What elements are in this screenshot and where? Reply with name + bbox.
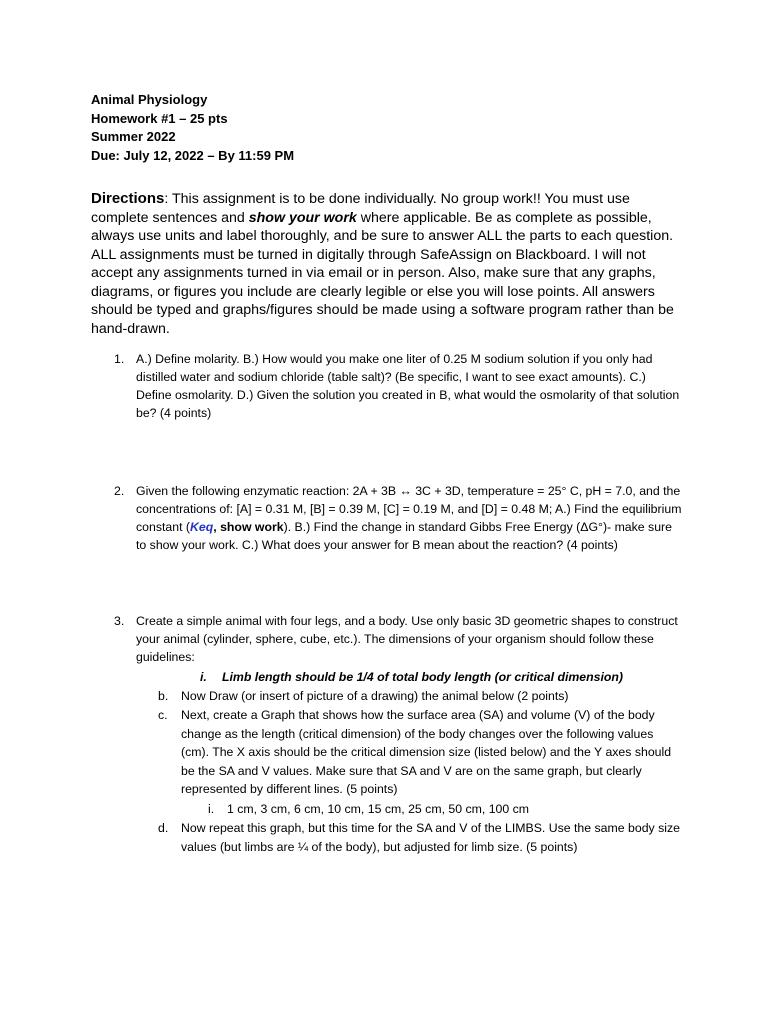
item-c-text: Next, create a Graph that shows how the surface area (SA) and volume (V) of the body change as the length (critical dimension) of the body changes over the following values (cm). The X axis should be the critical dimension size (listed below) and the Y axes should be the SA and V values. Make sure that SA and V are on the same graph, but clearly represented by different lines. (5 points) [181, 708, 672, 796]
item-i-text: Limb length should be 1/4 of total body length (or critical dimension) [222, 670, 624, 684]
question-3 [114, 612, 682, 666]
directions-text-b: where applicable. Be as complete as possible, always use units and label thoroughly, and be sure to answer ALL the parts to each question. ALL assignments must be turned in digitally through SafeAssign on Blackboard. I will not accept any assignments turned in via email or in person. Also, make sure that any graphs, diagrams, or figures you include are clearly legible or else you will lose points. All answers should be typed and graphs/figures should be made using a software program rather than be hand-drawn. [91, 209, 674, 337]
question-2-text-a: Given the following enzymatic reaction: 2A + 3B ↔ 3C + 3D, temperature = 25° C, pH = 7.0, and the concentrations of: [A] = 0.31 M, [B] = 0.39 M, [C] = 0.19 M, and [D] = 0.48 M; A.) Find the equilibrium constant ( [136, 484, 682, 534]
question-1-number: 1. [114, 352, 125, 366]
item-b-text: Now Draw (or insert of picture of a drawing) the animal below (2 points) [181, 689, 569, 703]
item-c-marker: c. [158, 708, 168, 722]
item-d-text: Now repeat this graph, but this time for the SA and V of the LIMBS. Use the same body size values (but limbs are ¼ of the body), but adjusted for limb size. (5 points) [181, 821, 680, 854]
assignment-header [91, 91, 294, 165]
homework-title: Homework #1 – 25 pts [91, 110, 228, 126]
question-3-item-b [158, 687, 678, 706]
keq-term: Keq [190, 520, 214, 534]
question-3-item-c-i [208, 800, 688, 819]
item-b-marker: b. [158, 689, 169, 703]
question-1-text: A.) Define molarity. B.) How would you make one liter of 0.25 M sodium solution if you only had distilled water and sodium chloride (table salt)? (Be specific, I want to see exact amounts). C.) Define osmolarity. D.) Given the solution you created in B, what would the osmolarity of that solution be? (4 points) [136, 352, 680, 420]
directions-paragraph [91, 190, 691, 338]
question-3-text: Create a simple animal with four legs, and a body. Use only basic 3D geometric shapes to construct your animal (cylinder, sphere, cube, etc.). The dimensions of your organism should follow these guidelines: [136, 614, 678, 664]
question-3-item-c [158, 706, 680, 799]
question-2-text-b: ). B.) Find the change in standard Gibbs Free Energy (ΔG°)- make sure to show your work. C.) What does your answer for B mean about the reaction? (4 points) [136, 520, 672, 552]
question-1 [114, 350, 682, 422]
question-3-item-d [158, 819, 680, 856]
item-d-marker: d. [158, 821, 169, 835]
directions-label: Directions [91, 190, 165, 207]
question-3-item-i [200, 668, 700, 687]
directions-text-a: : This assignment is to be done individually. No group work!! You must use complete sentences and [91, 191, 630, 226]
term: Summer 2022 [91, 129, 176, 144]
question-2-number: 2. [114, 484, 125, 498]
question-2 [114, 482, 682, 554]
question-3-number: 3. [114, 614, 125, 628]
item-i-marker: i. [200, 670, 207, 684]
item-c-i-marker: i. [208, 802, 215, 816]
course-title: Animal Physiology [91, 92, 208, 107]
due-date: Due: July 12, 2022 – By 11:59 PM [91, 147, 295, 163]
keq-separator: , [213, 520, 221, 534]
directions-emphasis: show your work [248, 209, 357, 226]
question-2-text [136, 482, 682, 554]
item-c-i-text: 1 cm, 3 cm, 6 cm, 10 cm, 15 cm, 25 cm, 50 cm, 100 cm [227, 802, 530, 816]
show-work-term: show work [220, 520, 284, 534]
